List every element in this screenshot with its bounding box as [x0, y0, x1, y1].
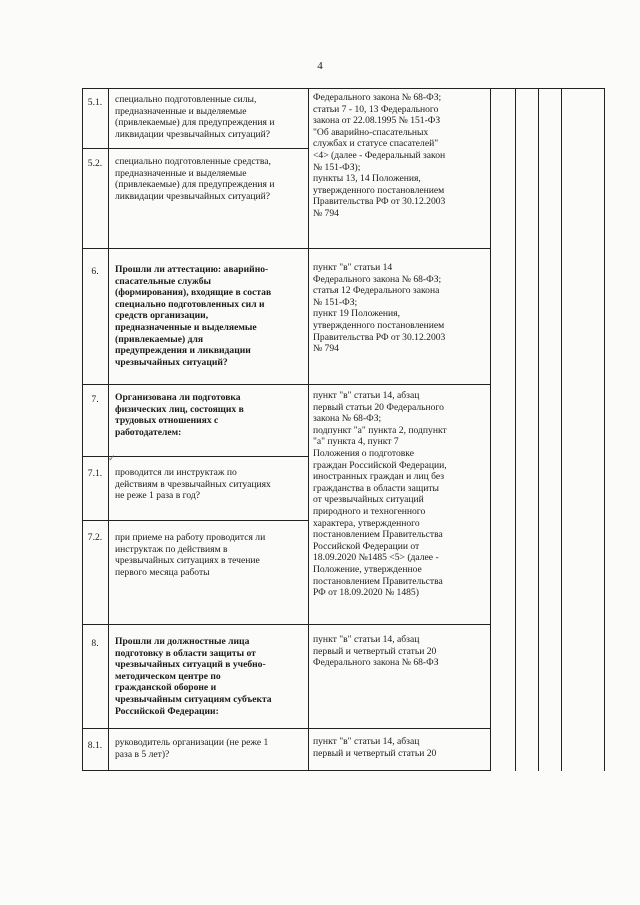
- row-border: [82, 520, 308, 521]
- row-border: [82, 148, 308, 149]
- column-border: [308, 88, 309, 771]
- row-border: [82, 728, 491, 729]
- stray-checkmark: ✓: [108, 453, 116, 463]
- requirement-text: проводится ли инструктаж по действиям в чрезвычайных ситуациях не реже 1 раза в год?: [115, 467, 271, 502]
- row-border: [82, 456, 308, 457]
- column-border: [538, 88, 539, 771]
- row-border: [82, 770, 491, 771]
- column-border: [82, 88, 83, 771]
- row-number: 5.1.: [87, 97, 103, 108]
- row-border: [82, 88, 605, 89]
- row-number: 8.1.: [87, 740, 103, 751]
- row-number: 8.: [91, 638, 99, 649]
- row-number: 5.2.: [87, 158, 103, 169]
- row-border: [82, 384, 491, 385]
- row-number: 7.: [91, 394, 99, 405]
- row-border: [82, 248, 491, 249]
- requirement-text: специально подготовленные силы, предназначенные и выделяемые (привлекаемые) для предупреждения и ликвидации чрезвычайных ситуаций?: [115, 94, 275, 140]
- legal-reference: пункт "в" статьи 14, абзац первый и четвертый статьи 20: [313, 736, 437, 759]
- column-border: [561, 88, 562, 771]
- column-border: [604, 88, 605, 771]
- column-border: [515, 88, 516, 771]
- legal-reference: Федерального закона № 68-ФЗ; статьи 7 - 10, 13 Федерального закона от 22.08.1995 № 151-ФЗ "Об аварийно-спасательных службах и статусе спасателей" <4> (далее - Федеральный закон № 151-ФЗ); пункты 13, 14 Положения, утвержденного постановлением Правительства РФ от 30.12.2003 № 794: [313, 92, 446, 219]
- row-number: 6.: [91, 266, 99, 277]
- page-number: 4: [317, 60, 323, 72]
- requirement-text: Прошли ли должностные лица подготовку в области защиты от чрезвычайных ситуаций в учебно- методическом центре по гражданской обороне и чрезвычайным ситуациям субъекта Российской Федерации:: [115, 636, 272, 717]
- row-border: [82, 624, 491, 625]
- row-number: 7.2.: [87, 532, 103, 543]
- column-border: [490, 88, 491, 771]
- legal-reference: пункт "в" статьи 14 Федерального закона № 68-ФЗ; статья 12 Федерального закона № 151-ФЗ; пункт 19 Положения, утвержденного постановлением Правительства РФ от 30.12.2003 № 794: [313, 262, 446, 355]
- legal-reference: пункт "в" статьи 14, абзац первый статьи 20 Федерального закона № 68-ФЗ; подпункт "а" пункта 2, подпункт "а" пункта 4, пункт 7 Положения о подготовке граждан Российской Федерации, иностранных граждан и лиц без гражданства в области защиты от чрезвычайных ситуаций природного и техногенного характера, утвержденного постановлением Правительства Российской Федерации от 18.09.2020 №1485 <5> (далее - Положение, утвержденное постановлением Правительства РФ от 18.09.2020 № 1485): [313, 390, 447, 599]
- requirement-text: Организована ли подготовка физических лиц, состоящих в трудовых отношениях с работодателем:: [115, 392, 244, 438]
- requirement-text: руководитель организации (не реже 1 раза в 5 лет)?: [115, 737, 269, 760]
- legal-reference: пункт "в" статьи 14, абзац первый и четвертый статьи 20 Федерального закона № 68-ФЗ: [313, 634, 439, 669]
- requirement-text: при приеме на работу проводится ли инструктаж по действиям в чрезвычайных ситуациях в течение первого месяца работы: [115, 532, 266, 578]
- row-number: 7.1.: [87, 468, 103, 479]
- requirement-text: Прошли ли аттестацию: аварийно- спасательные службы (формирования), входящие в состав специально подготовленных сил и средств организации, предназначенные и выделяемые (привлекаемые) для предупреждения и ликвидации чрезвычайных ситуаций?: [115, 264, 272, 368]
- requirement-text: специально подготовленные средства, предназначенные и выделяемые (привлекаемые) для предупреждения и ликвидации чрезвычайных ситуаций?: [115, 156, 275, 202]
- column-border: [108, 88, 109, 771]
